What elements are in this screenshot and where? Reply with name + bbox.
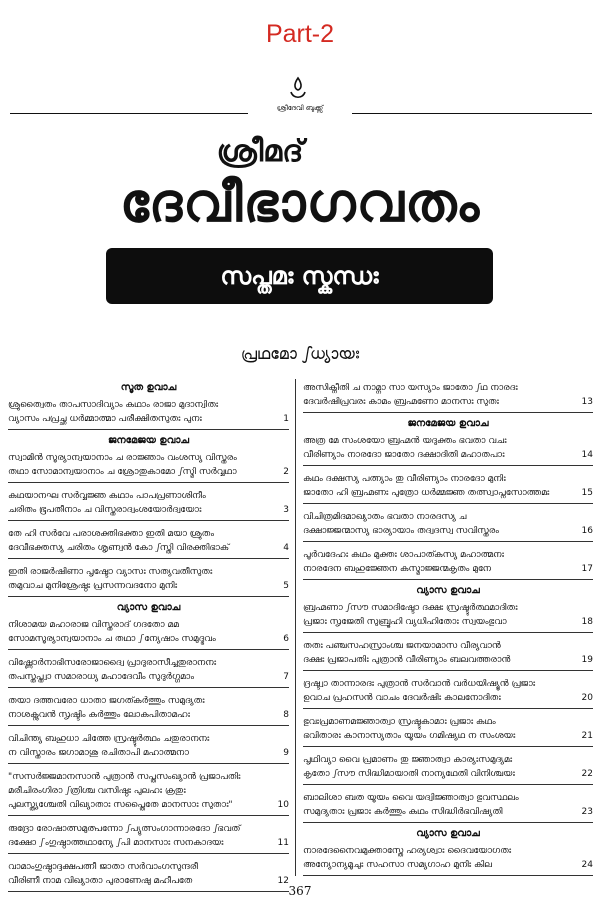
left-column	[8, 379, 289, 886]
verse-number: 23	[581, 807, 593, 817]
verse-line: നിശാമയ മഹാരാജ വിസ്തരാദ് ഗദതോ മമ	[8, 620, 179, 630]
verse-line: ന വിസ്താരം ജഗാമാശു രചിതാപി മഹാത്മനാ	[8, 748, 189, 758]
verse-number: 18	[581, 617, 593, 627]
verse-block	[303, 842, 593, 876]
verse-number: 22	[581, 769, 593, 779]
column-divider	[295, 379, 296, 876]
verse-line: തേ ഹി സർവേ പരാശക്തിഭക്താ ഇതി മയാ ശ്രുതം	[8, 529, 215, 539]
section-heading: വ്യാസ ഉവാച	[116, 602, 181, 613]
verse-line: അത്ര മേ സംശയോ ബ്രഹ്മൻ യദുക്തം ഭവതാ വചഃ	[303, 436, 507, 446]
verse-number: 5	[283, 581, 289, 591]
verse-line: അസിക്നീതി ച നാമ്നാ സാ യസ്യാം ജാതോ ഽഥ നാരദഃ	[303, 383, 518, 393]
verse-line: വിചിത്രമിദമാഖ്യാതം ഭവതാ നാരദസ്യ ച	[303, 512, 467, 522]
verse-block	[8, 396, 289, 430]
verse-line: വീരിണ്യാം നാരദോ ജാതോ ദക്ഷാദിതി മഹാതപാഃ	[303, 450, 505, 460]
verse-line: കഥയാനഘ സർവ്വജ്ഞ കഥാം പാപപ്രണാശിനീം	[8, 491, 206, 501]
verse-line: ദക്ഷഃ പ്രജാപതിഃ പുത്രാൻ വീരിണ്യാം ബലവത്തരാൻ	[303, 655, 511, 665]
verse-block	[8, 449, 289, 483]
section-heading: വ്യാസ ഉവാച	[416, 828, 480, 839]
verse-line: പൂർവദേഹഃ കഥം മുക്തഃ ശാപാത്കസ്യ മഹാത്മനഃ	[303, 550, 504, 560]
header-rule-left	[10, 113, 248, 114]
verse-line: ബ്രഹ്മണാ ഽസൗ സമാദിഷ്ടോ ദക്ഷഃ സ്രഷ്ടുർത്ഥമാദിതഃ	[303, 603, 518, 613]
verse-line: ഇതി രാജർഷിണാ പൃഷ്ടോ വ്യാസഃ സത്യവതീസുതഃ	[8, 567, 213, 577]
verse-line: മരീചിരംഗിരാ ഽത്രിശ്ച വസിഷ്ഠഃ പുലഹഃ ക്രതുഃ	[8, 786, 186, 796]
verse-line: നാരദേന ബഹുജ്ഞേന കസ്മാജ്ജന്മകൃതം മുനേ	[303, 564, 492, 574]
verse-block	[303, 751, 593, 785]
verse-number: 16	[581, 526, 593, 536]
verse-line: പുലസ്ത്യശ്ചേതി വിഖ്യാതാഃ സപ്തൈതേ മാനസാഃ സുതാഃ"	[8, 800, 233, 810]
verse-line: വീരിണീ നാമ വിഖ്യാതാ പുരാണേഷു മഹീപതേ	[8, 876, 193, 886]
verse-block	[303, 470, 593, 504]
verse-number: 15	[581, 488, 593, 498]
verse-block	[303, 546, 593, 580]
verse-block	[8, 563, 289, 597]
title-prefix: ശ്രീമദ്	[216, 134, 304, 169]
verse-block	[8, 692, 289, 726]
verse-line: വ്യാസം പപ്രച്ഛ ധർമ്മാത്മാ പരീക്ഷിതസുതഃ പുനഃ	[8, 414, 202, 424]
verse-number: 3	[283, 505, 289, 515]
part-label: Part-2	[265, 20, 335, 48]
verse-number: 14	[581, 450, 593, 460]
verse-block	[8, 730, 289, 764]
verse-block	[8, 654, 289, 688]
right-column	[303, 379, 593, 875]
verse-number: 10	[277, 800, 289, 810]
verse-number: 12	[277, 876, 289, 886]
verse-line: ദേവീഭക്തസ്യ ചരിതം ശൃണ്വൻ കോ ഽസ്തി വിരക്തിഭാക്	[8, 543, 230, 553]
verse-line: തമുവാച മുനിശ്രേഷ്ഠഃ പ്രസന്നവദനോ മുനിഃ	[8, 581, 178, 591]
verse-line: രുദ്രോ രോഷാത്സമുത്പന്നോ ഽപ്യുത്സംഗാന്നാരദോ ഽഭവത്	[8, 824, 241, 834]
verse-block	[8, 820, 289, 854]
verse-line: നാരദേനൈവമുക്താസ്തേ ഹര്യശ്വാഃ ദൈവയോഗതഃ	[303, 846, 512, 856]
verse-line: "സസർജ്ജമാനസാൻ പുത്രാൻ സപ്തസംഖ്യാൻ പ്രജാപതിഃ	[8, 772, 241, 782]
skandha-banner	[106, 248, 493, 304]
section-heading: വ്യാസ ഉവാച	[416, 585, 480, 596]
verse-block	[8, 525, 289, 559]
verse-number: 17	[581, 564, 593, 574]
skandha-title: സപ്തമഃ സ്കന്ധഃ	[220, 262, 379, 290]
verse-line: അന്യോന്യമൂചുഃ സഹസാ സമ്യഗാഹ മുനിഃ കില	[303, 860, 492, 870]
verse-block	[303, 789, 593, 823]
verse-block	[303, 599, 593, 633]
verse-block	[303, 508, 593, 542]
verse-line: വിഷ്ണോർനാഭിസരോജാദ്വൈ പ്രാദുരാസീച്ചതുരാനനഃ	[8, 658, 217, 668]
verse-number: 4	[283, 543, 289, 553]
verse-number: 24	[581, 860, 593, 870]
verse-line: ഉവാച പ്രഹസൻ വാചം ദേവർഷിഃ കാലനോദിതഃ	[303, 693, 501, 703]
verse-number: 8	[283, 710, 289, 720]
verse-block	[8, 487, 289, 521]
verse-line: തപസ്തപ്ത്വാ സമാരാധ്യ മഹാദേവീം സുദുർഗ്ഗമാം	[8, 672, 194, 682]
verse-line: ശ്രുത്വൈതം താപസാദിവ്യാം കഥാം രാജാ മുദാന്വിതഃ	[8, 400, 219, 410]
section-heading: സൂത ഉവാച	[120, 382, 177, 393]
verse-line: ഭുവഃപ്രമാണമജ്ഞാത്വാ സ്രഷ്ടുകാമാഃ പ്രജാഃ കഥം	[303, 717, 496, 727]
verse-line: ദക്ഷാജ്ജന്മാസ്യ ഭാര്യായാം തദ്വദസ്വ സവിസ്തരം	[303, 526, 499, 536]
verse-line: നാശക്നുവൻ സൃഷ്ടിം കർത്തും ലോകപിതാമഹഃ	[8, 710, 190, 720]
verse-line: ജാതോ ഹി ബ്രഹ്മണഃ പുത്രോ ധർമ്മജ്ഞ തത്സ്വാപ്നസോത്തമഃ	[303, 488, 550, 498]
verse-number: 7	[283, 672, 289, 682]
verse-line: വിചിന്ത്യ ബഹുധാ ചിത്തേ സ്രഷ്ടുർത്ഥം ചതുരാനനഃ	[8, 734, 210, 744]
section-heading: ജനമേജയ ഉവാച	[407, 418, 489, 429]
verse-number: 20	[581, 693, 593, 703]
verse-line: കഥം ദക്ഷസ്യ പത്ന്യാം തു വീരിണ്യാം നാരദോ മുനിഃ	[303, 474, 506, 484]
book-title: ദേവീഭാഗവതം	[119, 170, 481, 234]
header-rule-right	[352, 113, 592, 114]
verse-line: വാമാംഗുഷ്ഠാദ്ദക്ഷപത്നീ ജാതാ സർവാംഗസുന്ദരീ	[8, 862, 198, 872]
verse-block	[303, 637, 593, 671]
verse-line: സ്വാമിൻ സൂര്യാന്വയാനാം ച രാജ്ഞാം വംശസ്യ വിസ്തരം	[8, 453, 237, 463]
verse-block	[303, 675, 593, 709]
verse-number: 2	[283, 467, 289, 477]
verse-line: കൃതോ ഽസൗ സിദ്ധിമായാതി നാന്യഥേതി വിനിശ്ചയഃ	[303, 769, 515, 779]
page-number: 367	[288, 884, 312, 898]
verse-number: 13	[581, 397, 593, 407]
verse-number: 21	[581, 731, 593, 741]
verse-number: 1	[283, 414, 289, 424]
verse-line: പ്രജാഃ സൃജേതി സുബ്രൂഹി വ്യധിഹിതോഃ സ്വയംഭുവാ	[303, 617, 507, 627]
verse-block	[303, 432, 593, 466]
verse-line: ദ്രഷ്ട്വാ താന്നാരദഃ പുത്രാൻ സർവാൻ വർധയിഷ്യൂൻ പ്രജാഃ	[303, 679, 536, 689]
verse-line: തയാ ദത്തവരോ ധാതാ ജഗത്കർത്തും സമുദ്യതഃ	[8, 696, 205, 706]
verse-line: തതഃ പഞ്ചസഹസ്രാംശ്ച ജനയാമാസ വീര്യവാൻ	[303, 641, 501, 651]
verse-line: ദേവർഷിപ്രവരഃ കാമം ബ്രഹ്മണോ മാനസഃ സുതഃ	[303, 397, 499, 407]
verse-line: ഭവിതാരഃ കാനാസ്യതാം യൂയം ഗമിഷ്യഥ ന സംശയഃ	[303, 731, 516, 741]
verse-number: 6	[283, 634, 289, 644]
verse-line: ചരിതം ഭൂപതീനാം ച വിസ്തരാദ്വംശയോർദ്വയോഃ	[8, 505, 202, 515]
verse-block	[8, 616, 289, 650]
verse-line: പൃഥിവ്യാ വൈ പ്രമാണം തു ജ്ഞാത്വാ കാര്യഃസമുദ്യമഃ	[303, 755, 513, 765]
verse-line: സോമസൂര്യാന്വയാനാം ച തഥാ ഽന്യേഷാം സമുദ്ഭവം	[8, 634, 216, 644]
section-heading: ജനമേജയ ഉവാച	[107, 435, 190, 446]
verse-line: സമുദ്യതാഃ പ്രജാഃ കർത്തും കഥം സിദ്ധിർഭവിഷ്യതി	[303, 807, 503, 817]
publisher-name: ശ്രീദേവി ബുക്ക്സ്	[276, 104, 324, 112]
chapter-heading: പ്രഥമോ ഽധ്യായഃ	[240, 344, 360, 363]
verse-line: ദക്ഷോ ഽംഗുഷ്ഠാത്തഥാന്യേ ഽപി മാനസാഃ സനകാദയഃ	[8, 838, 224, 848]
lamp-flame-icon	[283, 76, 313, 106]
verse-line: ബാലിശാ ബത യൂയം വൈ യദ്വിജ്ഞാത്വാ ഭുവസ്ഥലം	[303, 793, 519, 803]
verse-block	[8, 768, 289, 816]
verse-number: 9	[283, 748, 289, 758]
verse-line: തഥാ സോമാന്വയാനാം ച ശ്രോതുകാമോ ഽസ്മി സർവ്വഥാ	[8, 467, 237, 477]
verse-number: 19	[581, 655, 593, 665]
verse-number: 11	[277, 838, 289, 848]
verse-block	[303, 713, 593, 747]
verse-block	[303, 379, 593, 413]
